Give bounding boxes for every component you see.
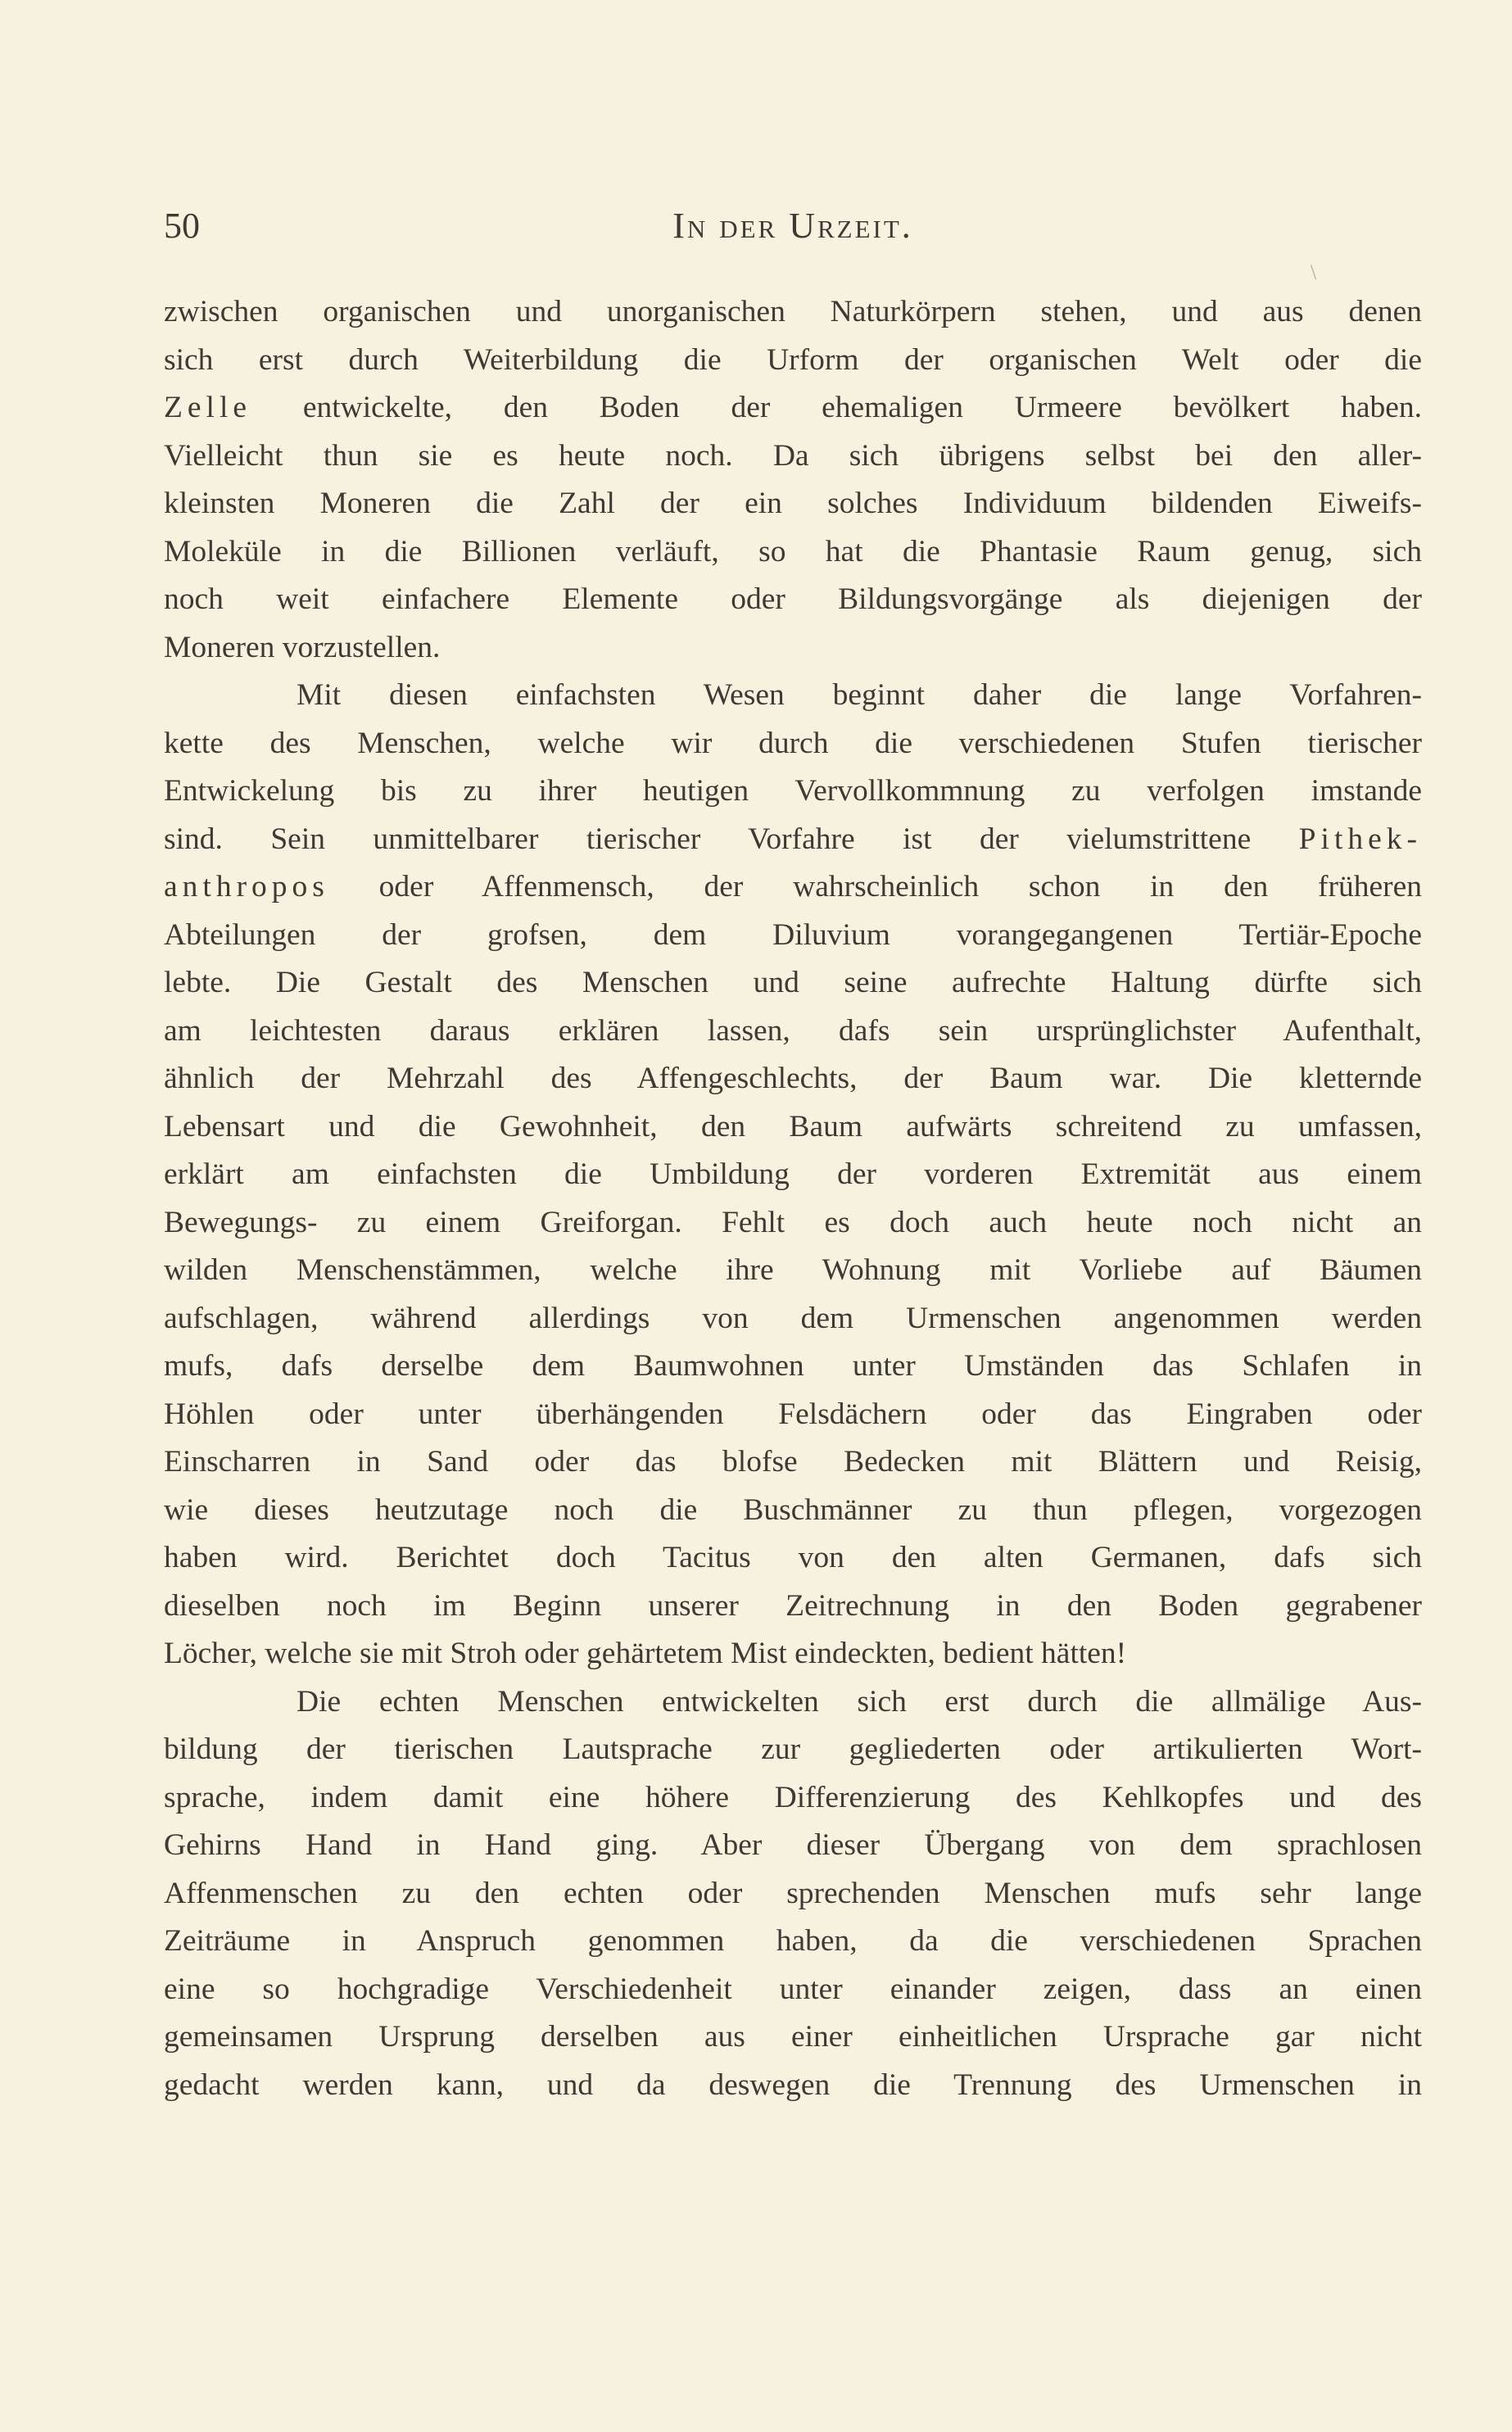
text-line: Zelle entwickelte, den Boden der ehemaligen Urmeere bevölkert haben. bbox=[164, 391, 1422, 424]
paragraph bbox=[164, 288, 1422, 672]
text-line: Die echten Menschen entwickelten sich erst durch die allmälige Aus- bbox=[297, 1684, 1422, 1719]
text-line: Vielleicht thun sie es heute noch. Da sich übrigens selbst bei den aller- bbox=[164, 438, 1422, 473]
text-line: gemeinsamen Ursprung derselben aus einer einheitlichen Ursprache gar nicht bbox=[164, 2020, 1422, 2054]
text-line: Abteilungen der grofsen, dem Diluvium vorangegangenen Tertiär-Epoche bbox=[164, 917, 1422, 952]
text-line: noch weit einfachere Elemente oder Bildungsvorgänge als diejenigen der bbox=[164, 582, 1422, 616]
text-line: mufs, dafs derselbe dem Baumwohnen unter Umständen das Schlafen in bbox=[164, 1349, 1422, 1383]
text-line: sprache, indem damit eine höhere Differenzierung des Kehlkopfes und des bbox=[164, 1780, 1422, 1814]
text-line: Moleküle in die Billionen verläuft, so hat die Phantasie Raum genug, sich bbox=[164, 534, 1422, 568]
text-line: kette des Menschen, welche wir durch die verschiedenen Stufen tierischer bbox=[164, 726, 1422, 760]
text-line: Entwickelung bis zu ihrer heutigen Vervollkommnung zu verfolgen imstande bbox=[164, 774, 1422, 808]
text-line: Mit diesen einfachsten Wesen beginnt daher die lange Vorfahren- bbox=[297, 678, 1422, 712]
text-line: eine so hochgradige Verschiedenheit unter einander zeigen, dass an einen bbox=[164, 1972, 1422, 2006]
text-line: haben wird. Berichtet doch Tacitus von den alten Germanen, dafs sich bbox=[164, 1541, 1422, 1574]
text-line: wilden Menschenstämmen, welche ihre Wohnung mit Vorliebe auf Bäumen bbox=[164, 1253, 1422, 1287]
text-line: gedacht werden kann, und da deswegen die Trennung des Urmenschen in bbox=[164, 2067, 1422, 2102]
text-line: sind. Sein unmittelbarer tierischer Vorfahre ist der vielumstrittene Pithek- bbox=[164, 822, 1422, 856]
spaced-emphasis: anthropos bbox=[164, 870, 329, 904]
text-line: aufschlagen, während allerdings von dem Urmenschen angenommen werden bbox=[164, 1301, 1422, 1335]
text-line: bildung der tierischen Lautsprache zur gegliederten oder artikulierten Wort- bbox=[164, 1732, 1422, 1766]
text-line: sich erst durch Weiterbildung die Urform der organischen Welt oder die bbox=[164, 342, 1422, 377]
text-line: kleinsten Moneren die Zahl der ein solches Individuum bildenden Eiweifs- bbox=[164, 487, 1422, 520]
text-line: Lebensart und die Gewohnheit, den Baum aufwärts schreitend zu umfassen, bbox=[164, 1109, 1422, 1144]
page-number: 50 bbox=[164, 206, 200, 246]
text-line: lebte. Die Gestalt des Menschen und seine aufrechte Haltung dürfte sich bbox=[164, 966, 1422, 999]
text-line: dieselben noch im Beginn unserer Zeitrechnung in den Boden gegrabener bbox=[164, 1588, 1422, 1623]
text-line: Bewegungs- zu einem Greiforgan. Fehlt es doch auch heute noch nicht an bbox=[164, 1205, 1422, 1239]
text-line: Affenmenschen zu den echten oder sprechenden Menschen mufs sehr lange bbox=[164, 1876, 1422, 1910]
text-line: am leichtesten daraus erklären lassen, dafs sein ursprünglichster Aufenthalt, bbox=[164, 1013, 1422, 1048]
text-line: wie dieses heutzutage noch die Buschmänner zu thun pflegen, vorgezogen bbox=[164, 1492, 1422, 1527]
paragraph bbox=[164, 672, 1422, 1678]
text-line: erklärt am einfachsten die Umbildung der vorderen Extremität aus einem bbox=[164, 1157, 1422, 1191]
text-line: Höhlen oder unter überhängenden Felsdächern oder das Eingraben oder bbox=[164, 1397, 1422, 1431]
body-text bbox=[164, 288, 1422, 2109]
text-line: Gehirns Hand in Hand ging. Aber dieser Übergang von dem sprachlosen bbox=[164, 1828, 1422, 1862]
paragraph bbox=[164, 1678, 1422, 2110]
page-header bbox=[164, 205, 1422, 257]
spaced-emphasis: Pithek- bbox=[1298, 822, 1422, 856]
spaced-emphasis: Zelle bbox=[164, 391, 252, 424]
margin-mark: \ bbox=[1311, 260, 1317, 284]
text-line: ähnlich der Mehrzahl des Affengeschlechts, der Baum war. Die kletternde bbox=[164, 1062, 1422, 1095]
text-line: zwischen organischen und unorganischen Naturkörpern stehen, und aus denen bbox=[164, 295, 1422, 328]
text-line: Moneren vorzustellen. bbox=[164, 630, 441, 664]
text-line: anthropos oder Affenmensch, der wahrscheinlich schon in den früheren bbox=[164, 870, 1422, 904]
running-title: In der Urzeit. bbox=[672, 206, 913, 246]
text-line: Einscharren in Sand oder das blofse Bedecken mit Blättern und Reisig, bbox=[164, 1445, 1422, 1479]
text-line: Zeiträume in Anspruch genommen haben, da die verschiedenen Sprachen bbox=[164, 1924, 1422, 1958]
text-line: Löcher, welche sie mit Stroh oder gehärtetem Mist eindeckten, bedient hätten! bbox=[164, 1637, 1127, 1670]
